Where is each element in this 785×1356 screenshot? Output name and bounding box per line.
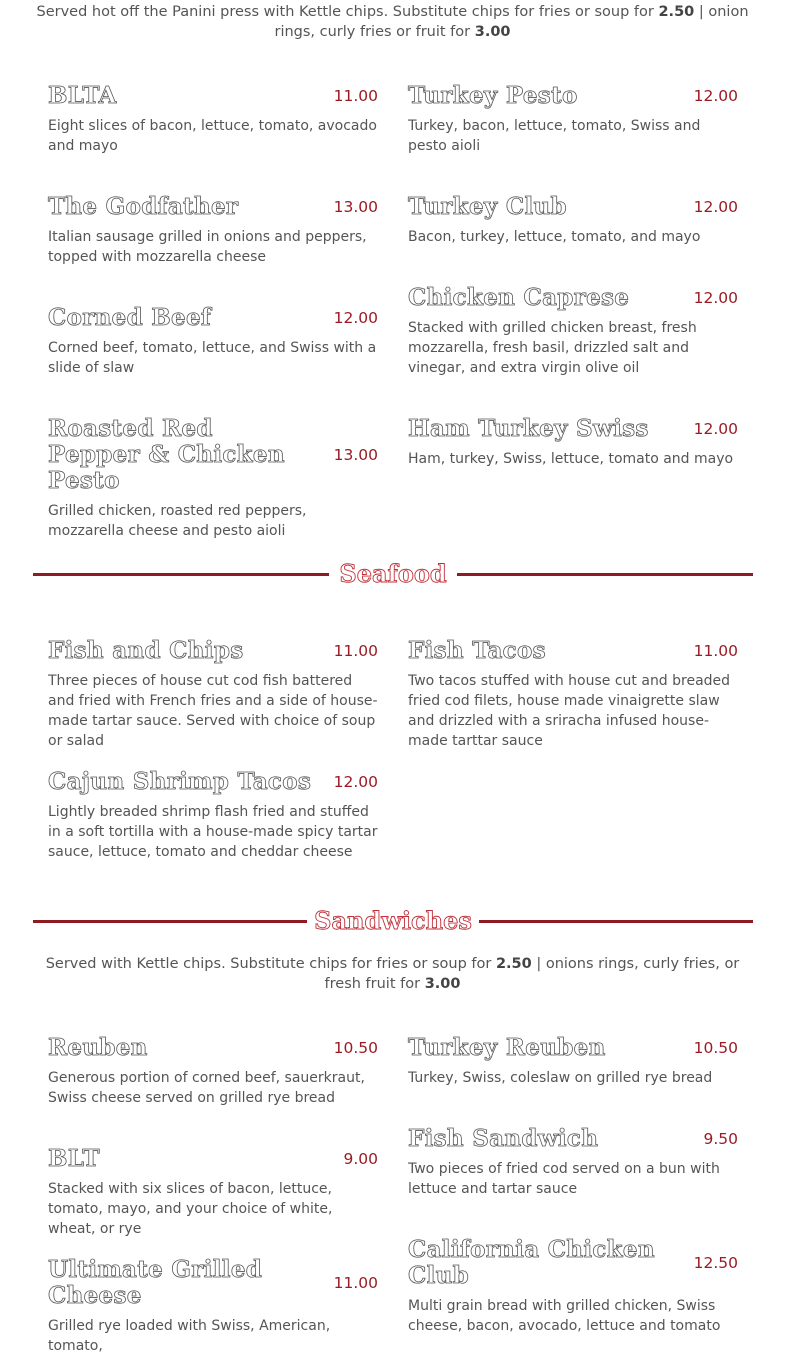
item-name: Turkey Pesto — [408, 82, 578, 109]
item-name: Roasted Red Pepper & Chicken Pesto — [48, 415, 285, 494]
menu-item-fish-sandwich — [408, 1126, 738, 1199]
item-description: Stacked with six slices of bacon, lettuce, tomato, mayo, and your choice of white, wheat, or rye — [48, 1181, 333, 1237]
menu-item-fish-and-chips — [48, 638, 378, 751]
item-name: Fish Tacos — [408, 637, 546, 664]
item-description: Bacon, turkey, lettuce, tomato, and mayo — [408, 229, 701, 245]
item-name: Turkey Club — [408, 193, 567, 220]
item-description: Stacked with grilled chicken breast, fresh mozzarella, fresh basil, drizzled salt and vinegar, and extra virgin olive oil — [408, 320, 697, 376]
item-name: Reuben — [48, 1034, 148, 1061]
item-description: Corned beef, tomato, lettuce, and Swiss with a slide of slaw — [48, 340, 377, 376]
menu-item-turkey-club — [408, 194, 738, 247]
item-name: Fish Sandwich — [408, 1125, 599, 1152]
item-price: 12.50 — [693, 1254, 738, 1272]
item-price: 12.00 — [693, 87, 738, 105]
item-name: Corned Beef — [48, 304, 212, 331]
item-description: Multi grain bread with grilled chicken, Swiss cheese, bacon, avocado, lettuce and tomato — [408, 1298, 721, 1334]
item-price: 10.50 — [333, 1039, 378, 1057]
item-price: 11.00 — [693, 642, 738, 660]
item-price: 12.00 — [693, 198, 738, 216]
item-name: The Godfather — [48, 193, 239, 220]
item-description: Ham, turkey, Swiss, lettuce, tomato and mayo — [408, 451, 734, 467]
item-price: 13.00 — [333, 446, 378, 464]
item-price: 12.00 — [693, 420, 738, 438]
item-price: 12.00 — [333, 309, 378, 327]
item-name: BLTA — [48, 82, 117, 109]
item-price: 11.00 — [333, 87, 378, 105]
item-name: Ultimate Grilled Cheese — [48, 1256, 263, 1309]
section-title-sandwiches: Sandwiches — [314, 906, 472, 935]
menu-item-california-chicken-club — [408, 1237, 738, 1336]
menu-item-fish-tacos — [408, 638, 738, 751]
menu-item-the-godfather — [48, 194, 378, 267]
section-divider-sandwiches — [33, 907, 753, 937]
menu-item-reuben — [48, 1035, 378, 1108]
item-description: Eight slices of bacon, lettuce, tomato, avocado and mayo — [48, 118, 377, 154]
item-name: Fish and Chips — [48, 637, 244, 664]
item-description: Lightly breaded shrimp flash fried and stuffed in a soft tortilla with a house-made spicy tartar sauce, lettuce, tomato and cheddar cheese — [48, 804, 378, 860]
item-description: Two pieces of fried cod served on a bun with lettuce and tartar sauce — [408, 1161, 720, 1197]
menu-item-blt — [48, 1146, 378, 1239]
item-description: Generous portion of corned beef, sauerkraut, Swiss cheese served on grilled rye bread — [48, 1070, 365, 1106]
menu-item-roasted-red-pepper-chicken-pesto — [48, 416, 378, 541]
item-name: California Chicken Club — [408, 1236, 655, 1289]
item-price: 9.50 — [703, 1130, 738, 1148]
item-description: Three pieces of house cut cod fish battered and fried with French fries and a side of house-made tartar sauce. Served with choice of soup or salad — [48, 673, 378, 749]
item-price: 12.00 — [693, 289, 738, 307]
sandwiches-intro: Served with Kettle chips. Substitute chips for fries or soup for 2.50 | onions rings, curly fries, or fresh fruit for 3.00 — [45, 956, 740, 992]
menu-item-blta — [48, 83, 378, 156]
item-name: BLT — [48, 1145, 100, 1172]
section-title-seafood: Seafood — [339, 559, 447, 588]
item-description: Two tacos stuffed with house cut and breaded fried cod filets, house made vinaigrette slaw and drizzled with a sriracha infused house-made tarttar sauce — [408, 673, 731, 749]
item-name: Turkey Reuben — [408, 1034, 606, 1061]
panini-intro: Served hot off the Panini press with Kettle chips. Substitute chips for fries or soup for 2.50 | onion rings, curly fries or fruit for 3.00 — [36, 4, 749, 40]
menu-item-turkey-pesto — [408, 83, 738, 156]
item-name: Cajun Shrimp Tacos — [48, 768, 312, 795]
item-price: 9.00 — [343, 1150, 378, 1168]
menu-item-turkey-reuben — [408, 1035, 738, 1088]
menu-item-cajun-shrimp-tacos — [48, 769, 378, 862]
item-price: 10.50 — [693, 1039, 738, 1057]
item-description: Grilled chicken, roasted red peppers, mozzarella cheese and pesto aioli — [48, 503, 307, 539]
item-price: 13.00 — [333, 198, 378, 216]
menu-item-ham-turkey-swiss — [408, 416, 738, 469]
menu-item-corned-beef — [48, 305, 378, 378]
item-price: 11.00 — [333, 642, 378, 660]
item-price: 12.00 — [333, 773, 378, 791]
menu-item-chicken-caprese — [408, 285, 738, 378]
item-description: Italian sausage grilled in onions and peppers, topped with mozzarella cheese — [48, 229, 367, 265]
item-description: Grilled rye loaded with Swiss, American, tomato, — [48, 1318, 331, 1354]
menu-item-ultimate-grilled-cheese — [48, 1257, 378, 1356]
item-name: Chicken Caprese — [408, 284, 630, 311]
item-price: 11.00 — [333, 1274, 378, 1292]
item-description: Turkey, bacon, lettuce, tomato, Swiss and pesto aioli — [408, 118, 701, 154]
section-divider-seafood — [33, 560, 753, 590]
item-description: Turkey, Swiss, coleslaw on grilled rye bread — [408, 1070, 713, 1086]
item-name: Ham Turkey Swiss — [408, 415, 649, 442]
